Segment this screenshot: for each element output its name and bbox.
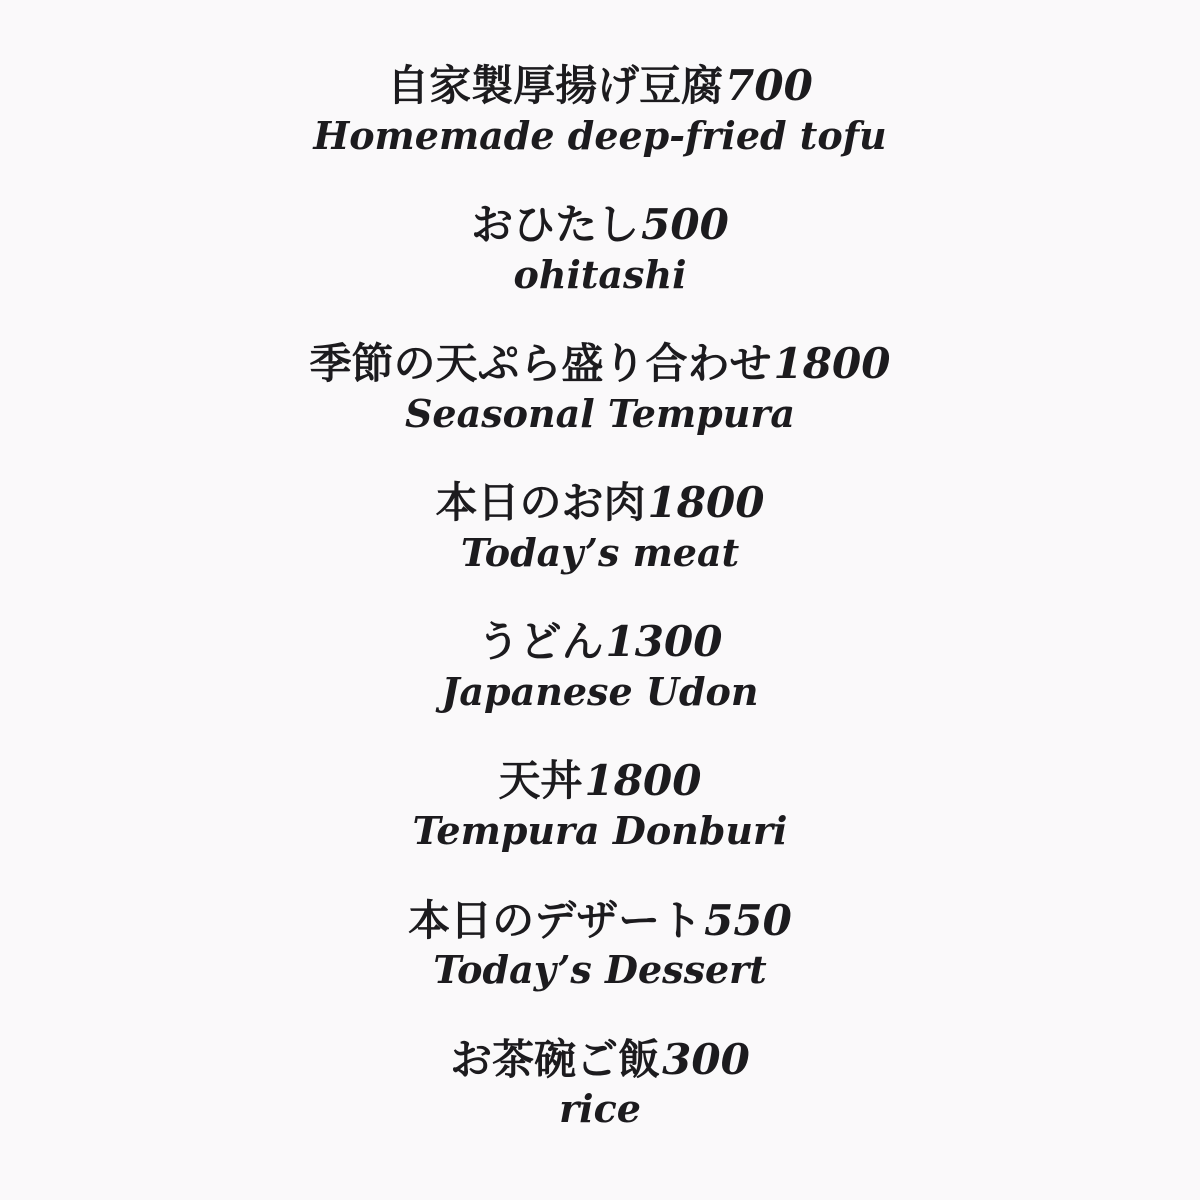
menu-item-name-en: Homemade deep-fried tofu bbox=[313, 112, 887, 158]
menu-item-name-en: Seasonal Tempura bbox=[404, 390, 796, 436]
menu-item-jp-text: お茶碗ご飯 bbox=[450, 1034, 661, 1084]
menu-item-price: 1800 bbox=[773, 339, 891, 389]
menu-item-jp-text: 季節の天ぷら盛り合わせ bbox=[309, 339, 772, 389]
menu-item-name-jp bbox=[499, 755, 702, 808]
menu-item-jp-text: 天丼 bbox=[498, 756, 583, 806]
menu-item-name-jp bbox=[408, 895, 792, 948]
menu-item-jp-text: 本日のお肉 bbox=[435, 478, 646, 528]
menu-item-price: 550 bbox=[704, 895, 792, 945]
menu-item-price: 500 bbox=[641, 200, 729, 250]
menu-item-ohitashi bbox=[471, 199, 729, 297]
menu-item-price: 700 bbox=[725, 61, 813, 110]
menu-item-name-jp bbox=[387, 60, 813, 113]
menu-item-japanese-udon bbox=[441, 616, 758, 714]
menu-item-name-jp bbox=[471, 199, 729, 252]
menu-item-homemade-deep-fried-tofu bbox=[313, 60, 886, 158]
menu-item-price: 1800 bbox=[584, 756, 702, 806]
menu-item-todays-dessert bbox=[408, 895, 792, 993]
menu-item-todays-meat bbox=[436, 477, 765, 575]
menu-item-price: 1800 bbox=[647, 478, 765, 528]
menu-item-seasonal-tempura bbox=[310, 338, 891, 436]
menu-item-rice bbox=[450, 1034, 750, 1132]
menu-item-jp-text: おひたし bbox=[471, 200, 640, 250]
menu-item-name-en: ohitashi bbox=[513, 251, 687, 297]
menu-item-name-en: Japanese Udon bbox=[441, 668, 759, 714]
menu-item-jp-text: 本日のデザート bbox=[408, 895, 703, 945]
menu-item-jp-text: 自家製厚揚げ豆腐 bbox=[387, 61, 724, 110]
menu-item-name-en: rice bbox=[559, 1086, 641, 1132]
menu-item-name-jp bbox=[310, 338, 891, 391]
menu-item-name-jp bbox=[478, 616, 723, 669]
menu-item-name-en: Today’s meat bbox=[460, 529, 740, 575]
menu-item-tempura-donburi bbox=[413, 755, 788, 853]
menu-item-price: 300 bbox=[662, 1034, 750, 1084]
menu-item-name-en: Today’s Dessert bbox=[433, 947, 767, 993]
menu-item-name-jp bbox=[450, 1034, 750, 1087]
menu-item-price: 1300 bbox=[605, 617, 723, 667]
menu-item-name-en: Tempura Donburi bbox=[412, 807, 788, 853]
menu-item-name-jp bbox=[436, 477, 765, 530]
menu-item-jp-text: うどん bbox=[477, 617, 604, 667]
